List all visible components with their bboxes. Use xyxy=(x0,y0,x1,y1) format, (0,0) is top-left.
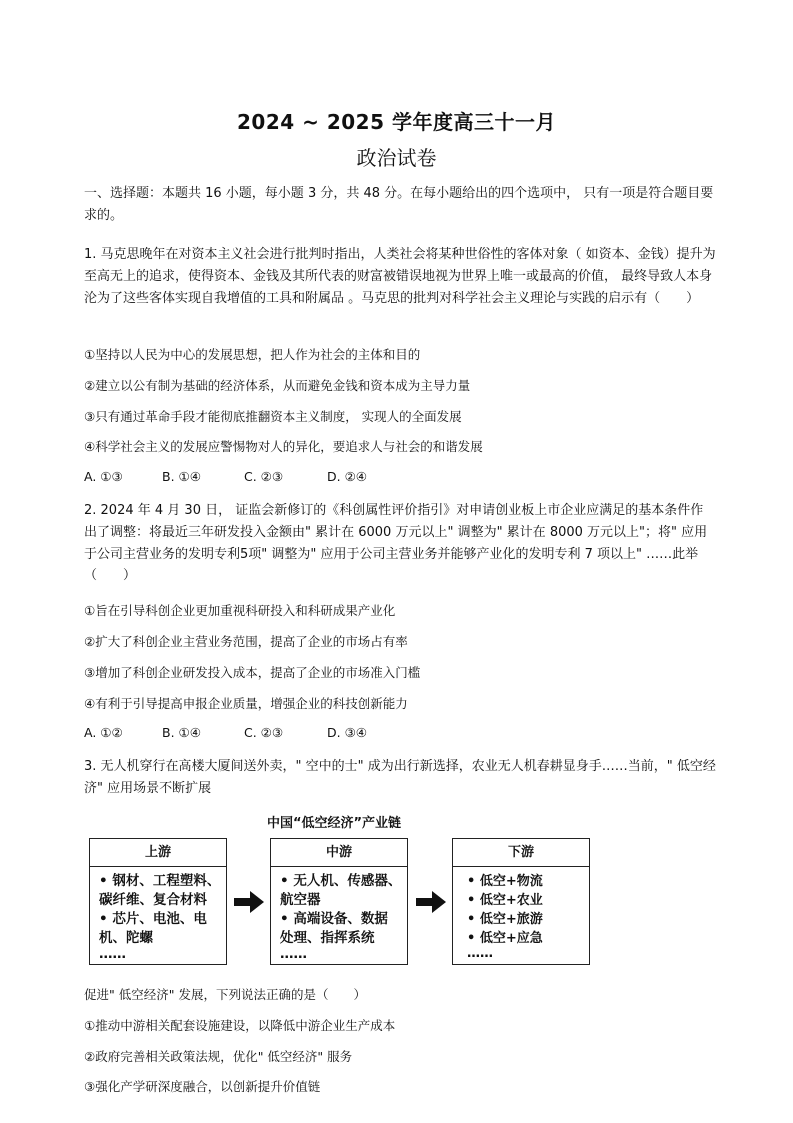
upstream-line: 机、陀螺 xyxy=(99,930,153,946)
midstream-line: 航空器 xyxy=(280,892,321,908)
upstream-line: • 芯片、电池、电 xyxy=(99,911,207,927)
q1-options xyxy=(84,469,367,484)
q1-item-3: ③只有通过革命手段才能彻底推翻资本主义制度， 实现人的全面发展 xyxy=(84,409,462,424)
q1-option-b[interactable]: B. ①④ xyxy=(162,469,201,484)
midstream-box xyxy=(270,838,408,965)
q2-item-3: ③增加了科创企业研发投入成本，提高了企业的市场准入门槛 xyxy=(84,665,421,680)
exam-title: 2024 ~ 2025 学年度高三十一月 xyxy=(237,110,556,134)
industry-chain-diagram xyxy=(84,812,604,970)
midstream-heading: 中游 xyxy=(271,839,407,867)
q1-option-c[interactable]: C. ②③ xyxy=(244,469,284,484)
q2-stem: 2. 2024 年 4 月 30 日， 证监会新修订的《科创属性评价指引》对申请创业板上市企业应满足的基本条件作出了调整：将最近三年研发投入金额由" 累计在 6000 万元以上" 调整为" 累计在 8000 万元以上"；将" 应用于公司主营业务的发明专利5项" 调整为" 应用于公司主营业务并能够产业化的发明专利 7 项以上" ……此举（ ） xyxy=(84,503,708,584)
q2-item-1: ①旨在引导科创企业更加重视科研投入和科研成果产业化 xyxy=(84,603,396,618)
upstream-heading: 上游 xyxy=(90,839,226,867)
upstream-box xyxy=(89,838,227,965)
midstream-line: • 高端设备、数据 xyxy=(280,911,388,927)
q2-item-2: ②扩大了科创企业主营业务范围，提高了企业的市场占有率 xyxy=(84,634,408,649)
exam-subject: 政治试卷 xyxy=(356,146,437,170)
arrow-right-icon xyxy=(416,891,446,913)
q1-item-4: ④科学社会主义的发展应警惕物对人的异化，要追求人与社会的和谐发展 xyxy=(84,439,483,454)
q3-question: 促进" 低空经济" 发展，下列说法正确的是（ ） xyxy=(84,987,366,1002)
downstream-line: • 低空+农业 xyxy=(467,893,543,908)
q3-stem: 3. 无人机穿行在高楼大厦间送外卖，" 空中的士" 成为出行新选择，农业无人机春耕显身手……当前，" 低空经济" 应用场景不断扩展 xyxy=(84,759,716,796)
q2-option-b[interactable]: B. ①④ xyxy=(162,725,201,740)
q2-option-d[interactable]: D. ③④ xyxy=(327,725,367,740)
downstream-heading: 下游 xyxy=(453,839,589,867)
q3-item-3: ③强化产学研深度融合，以创新提升价值链 xyxy=(84,1079,321,1094)
q1-option-d[interactable]: D. ②④ xyxy=(327,469,367,484)
q2-option-c[interactable]: C. ②③ xyxy=(244,725,284,740)
q1-stem: 1. 马克思晚年在对资本主义社会进行批判时指出，人类社会将某种世俗性的客体对象（ 如资本、金钱）提升为至高无上的追求，使得资本、金钱及其所代表的财富被错误地视为世界上唯一或最高的价值， 最终导致人本身沦为了这些客体实现自我增值的工具和附属品 。马克思的批判对科学社会主义理论与实践的启示有（ ） xyxy=(84,247,716,306)
downstream-line: • 低空+旅游 xyxy=(467,912,543,927)
q3-item-2: ②政府完善相关政策法规，优化" 低空经济" 服务 xyxy=(84,1049,353,1064)
midstream-line: • 无人机、传感器、 xyxy=(280,873,402,889)
downstream-box xyxy=(452,838,590,965)
q3-item-1: ①推动中游相关配套设施建设，以降低中游企业生产成本 xyxy=(84,1018,396,1033)
diagram-title: 中国“低空经济”产业链 xyxy=(266,816,402,831)
q1-item-2: ②建立以公有制为基础的经济体系，从而避免金钱和资本成为主导力量 xyxy=(84,378,471,393)
q2-options xyxy=(84,725,367,740)
arrow-right-icon xyxy=(234,891,264,913)
midstream-line: 处理、指挥系统 xyxy=(280,930,375,946)
q1-item-1: ①坚持以人民为中心的发展思想，把人作为社会的主体和目的 xyxy=(84,347,421,362)
downstream-line: • 低空+物流 xyxy=(467,874,543,889)
upstream-line: …… xyxy=(99,946,126,962)
q2-option-a[interactable]: A. ①② xyxy=(84,725,123,740)
downstream-line: …… xyxy=(467,946,493,961)
q1-option-a[interactable]: A. ①③ xyxy=(84,469,123,484)
section-instructions: 一、选择题：本题共 16 小题，每小题 3 分，共 48 分。在每小题给出的四个选项中， 只有一项是符合题目要求的。 xyxy=(84,186,714,223)
q2-item-4: ④有利于引导提高申报企业质量，增强企业的科技创新能力 xyxy=(84,696,408,711)
upstream-line: • 钢材、工程塑料、 xyxy=(99,873,221,889)
midstream-line: …… xyxy=(280,946,307,962)
downstream-line: • 低空+应急 xyxy=(467,931,543,946)
upstream-line: 碳纤维、复合材料 xyxy=(99,892,207,908)
